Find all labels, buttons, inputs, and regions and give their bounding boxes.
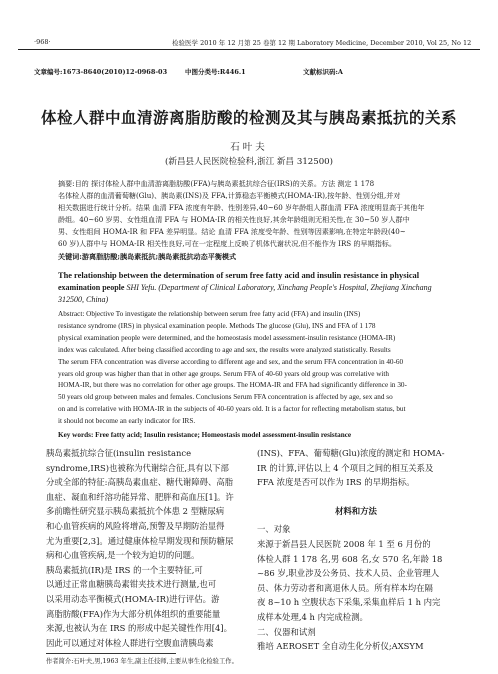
abstract-en-line: Abstract: Objective To investigate the relationship between serum free fatty acid (FFA) and insulin (INS)	[58, 310, 361, 318]
author-affiliation-english: SHI Yefu. (Department of Clinical Laboratory, Xinchang People's Hospital, Zhejiang Xinchang	[124, 283, 432, 292]
abstract-en-line: The serum FFA concentration was diverse according to different age and sex, and the serum FFA concentration in 40-60	[58, 357, 404, 366]
keywords-english: Key words: Free fatty acid; Insulin resistance; Homeostasis model assessment-insulin resistance	[58, 431, 352, 440]
body-line: 离脂肪酸(FFA)作为大部分机体组织的重要能量	[46, 608, 221, 619]
abstract-en-line: years old group was higher than that in other age groups. Serum FFA of 40-60 years old group was correlative with	[58, 369, 390, 378]
body-line: 分或全部的特征:高胰岛素血症、糖代谢障碍、高脂	[46, 477, 234, 488]
body-line: syndrome,IRS)也被称为代谢综合征,具有以下部	[46, 462, 229, 473]
body-line: 胰岛素抵抗综合征(insulin resistance	[46, 448, 192, 458]
keywords-chinese: 关键词:游离脂肪酸;胰岛素抵抗;胰岛素抵抗动态平衡模式	[58, 251, 237, 261]
affiliation-chinese: (新昌县人民医院检验科,浙江 新昌 312500)	[164, 157, 334, 167]
title-chinese: 体检人群中血清游离脂肪酸的检测及其与胰岛素抵抗的关系	[40, 109, 457, 127]
body-line: 和心血管疾病的风险将增高,预警及早期防治显得	[46, 520, 225, 531]
body-line: (INS)、FFA、葡萄糖(Glu)浓度的测定和 HOMA-	[257, 448, 445, 458]
abstract-en-line: physical examination people were determined, and the homeostasis model assessment-insulin resistance (HOMA-IR)	[58, 333, 396, 342]
article-number: 文章编号:1673-8640(2010)12-0968-03	[34, 68, 168, 76]
subsection-heading: 二、仪器和试剂	[257, 626, 316, 637]
body-line: 来源,也被认为在 IRS 的形成中起关键性作用[4]。	[46, 623, 232, 634]
body-line: 多前瞻性研究显示胰岛素抵抗个体患 2 型糖尿病	[46, 506, 225, 517]
title-english-line1: The relationship between the determination of serum free fatty acid and insulin resistance in physical	[58, 271, 420, 280]
abstract-en-line: on and is correlative with HOMA-IR in the subjects of 40-60 years old. It is a factor for reflecting metabolism status, but	[58, 405, 406, 414]
body-line: FFA 浓度是否可以作为 IRS 的早期指标。	[257, 477, 415, 488]
body-line: ~86 岁,职业涉及公务员、技术人员、企业管理人	[257, 568, 440, 579]
body-line: 以采用动态平衡模式(HOMA-IR)进行评估。游	[46, 593, 220, 604]
abstract-en-line: HOMA-IR, but there was no correlation for other age groups. The HOMA-IR and FFA had significantly difference in 30-	[58, 381, 407, 390]
body-line: 员、体力劳动者和离退休人员。所有样本均在隔	[257, 582, 433, 593]
running-header: 检验医学 2010 年 12 月第 25 卷第 12 期 Laboratory Medicine, December 2010, Vol 25, No 12	[172, 39, 472, 47]
body-right-column	[257, 446, 455, 654]
abstract-cn-line: 名体检人群的血清葡萄糖(Glu)、胰岛素(INS)及 FFA,计算稳态平衡模式(HOMA-IR),按年龄、性别分组,并对	[58, 191, 401, 201]
body-line: 成样本处理,4 h 内完成检测。	[257, 611, 368, 622]
body-line: IR 的计算,评估以上 4 个项目之间的相互关系及	[257, 462, 434, 473]
body-line: 病和心血管疾病,是一个较为迫切的问题。	[46, 550, 200, 561]
subsection-heading: 一、对象	[257, 524, 291, 535]
footnote-rule	[46, 653, 176, 654]
body-line: 因此可以通过对体检人群进行空腹血清胰岛素	[46, 637, 214, 648]
body-left-column	[46, 446, 246, 650]
abstract-cn-line: 60 岁)人群中与 HOMA-IR 相关性良好,可在一定程度上反映了机体代谢状况,但不能作为 IRS 的早期指标。	[58, 239, 396, 249]
body-line: 胰岛素抵抗(IR)是 IRS 的一个主要特征,可	[46, 564, 203, 575]
abstract-en-line: index was calculated. After being classified according to age and sex, the results were analyzed statistically. Results	[58, 345, 391, 354]
body-line: 来源于新昌县人民医院 2008 年 1 至 6 月份的	[257, 538, 431, 549]
body-line: 尤为重要[2,3]。通过健康体检早期发现和预防糖尿	[46, 535, 234, 546]
section-heading: 材料和方法	[335, 505, 377, 516]
abstract-en-line: resistance syndrome (IRS) in physical examination people. Methods The glucose (Glu), INS and FFA of 1 178	[58, 321, 376, 330]
body-line: 血症、凝血和纤溶功能异常、肥胖和高血压[1]。许	[46, 491, 234, 502]
title-english-line3: 312500, China)	[58, 295, 109, 304]
abstract-cn-line: 摘要:目的 探讨体检人群中血清游离脂肪酸(FFA)与胰岛素抵抗综合征(IRS)的关系。方法 测定 1 178	[58, 179, 375, 188]
abstract-cn-line: 男、女性组间 HOMA-IR 和 FFA 差异明显。结论 血清 FFA 浓度受年龄、性别等因素影响,在特定年龄段(40~	[58, 227, 406, 237]
title-english	[58, 270, 448, 282]
abstract-cn-line: 相关数据进行统计分析。结果 血清 FFA 浓度有年龄、性别差异,40~60 岁年龄组人群血清 FFA 浓度明显高于其他年	[58, 203, 425, 213]
title-english-line2	[58, 282, 448, 294]
abstract-en-line: it should not become an early indicator for IRS.	[58, 417, 196, 426]
author-chinese: 石叶夫	[230, 142, 268, 153]
header-rule	[18, 49, 480, 50]
title-english-bold: examination people	[58, 283, 125, 292]
body-line: 雅培 AEROSET 全自动生化分析仪;AXSYM	[257, 641, 424, 652]
abstract-en-line: 50 years old group between males and females. Conclusions Serum FFA concentration is affected by age, sex and so	[58, 393, 393, 402]
body-line: 体检人群 1 178 名,男 608 名,女 570 名,年龄 18	[257, 553, 443, 564]
page-number: ·968·	[34, 38, 51, 46]
document-code: 文献标识码:A	[303, 68, 343, 76]
abstract-english	[58, 309, 444, 442]
body-line: 以通过正常血糖胰岛素钳夹技术进行测量,也可	[46, 579, 217, 590]
abstract-cn-line: 龄组。40~60 岁男、女性组血清 FFA 与 HOMA-IR 的相关性良好,其余年龄组则无相关性,在 30~50 岁人群中	[58, 215, 410, 225]
footnote: 作者简介:石叶夫,男,1963 年生,副主任技师,主要从事生化检验工作。	[46, 658, 238, 665]
classification-number: 中图分类号:R446.1	[185, 68, 246, 76]
abstract-chinese	[58, 178, 444, 263]
body-line: 夜 8~10 h 空腹状态下采集,采集血样后 1 h 内完	[257, 597, 441, 608]
